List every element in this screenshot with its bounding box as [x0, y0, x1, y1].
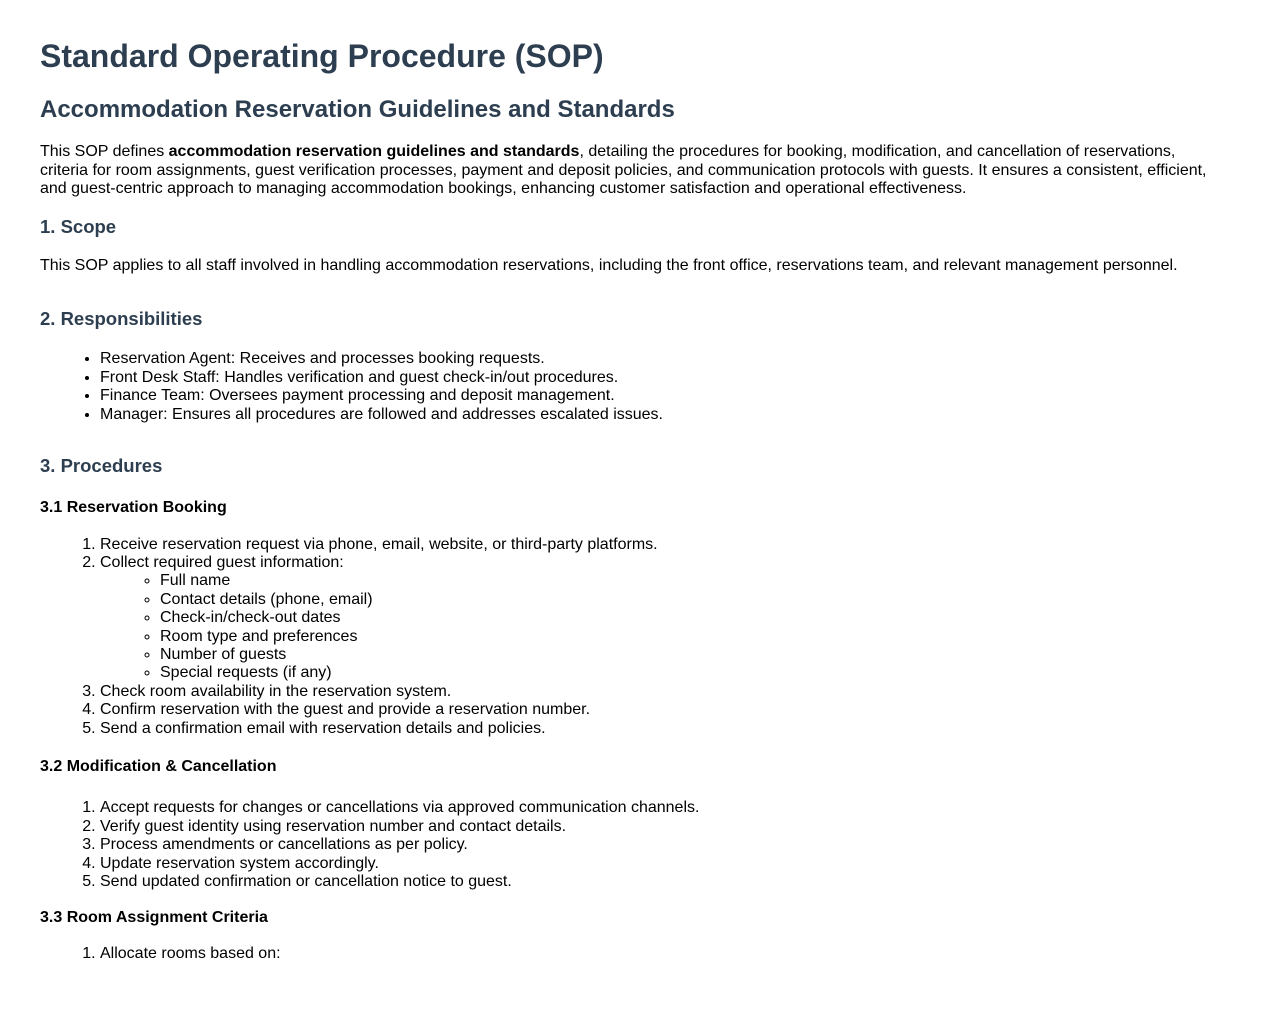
list-item: 5. Send a confirmation email with reservation details and policies.	[100, 720, 1223, 738]
nested-list-item: ◦ Contact details (phone, email)	[160, 591, 1223, 609]
list-item: 2. Verify guest identity using reservation number and contact details.	[100, 818, 1223, 836]
intro-text-suffix: , detailing the procedures for booking, modification, and cancellation of reservations, criteria for room assignments, guest verification processes, payment and deposit policies, and communication protocols with guests. It ensures a consistent, efficient, and guest-centric approach to managing accommodation bookings, enhancing customer satisfaction and operational effectiveness.	[40, 143, 1207, 198]
subsection-heading-reservation-booking: 3.1 Reservation Booking	[40, 499, 227, 517]
intro-text-prefix: This SOP defines	[40, 143, 169, 161]
nested-list-item: ◦ Full name	[160, 572, 1223, 590]
section-heading-procedures: 3. Procedures	[40, 455, 163, 477]
list-item: 3. Process amendments or cancellations as per policy.	[100, 836, 1223, 854]
sop-document-page	[0, 38, 1263, 1010]
nested-list	[100, 572, 1223, 682]
list-item: • Manager: Ensures all procedures are followed and addresses escalated issues.	[100, 406, 1223, 424]
nested-list-item: ◦ Room type and preferences	[160, 628, 1223, 646]
list-item: • Reservation Agent: Receives and processes booking requests.	[100, 350, 1223, 368]
scope-paragraph: This SOP applies to all staff involved in handling accommodation reservations, including the front office, reservations team, and relevant management personnel.	[40, 256, 1178, 274]
page-title: Standard Operating Procedure (SOP)	[40, 38, 604, 74]
nested-list-item: ◦ Number of guests	[160, 646, 1223, 664]
page-subtitle: Accommodation Reservation Guidelines and Standards	[40, 95, 675, 123]
responsibilities-list	[40, 350, 1223, 424]
modification-cancellation-steps	[40, 799, 1223, 891]
list-item: 2. Collect required guest information: ◦ Full name ◦ Contact details (phone, email) ◦ Check-in/check-out dates ◦ Room type and preferences ◦ Number of guests ◦ Special requests (if any)	[100, 554, 1223, 683]
list-item: 1. Receive reservation request via phone, email, website, or third-party platforms.	[100, 536, 1223, 554]
intro-bold-term: accommodation reservation guidelines and standards	[168, 143, 580, 161]
list-item: 4. Confirm reservation with the guest and provide a reservation number.	[100, 701, 1223, 719]
list-item: 4. Update reservation system accordingly.	[100, 855, 1223, 873]
section-heading-responsibilities: 2. Responsibilities	[40, 308, 203, 330]
subsection-heading-room-assignment: 3.3 Room Assignment Criteria	[40, 909, 268, 927]
list-item: 5. Send updated confirmation or cancellation notice to guest.	[100, 873, 1223, 891]
reservation-booking-steps	[40, 536, 1223, 738]
nested-list-item: ◦ Special requests (if any)	[160, 664, 1223, 682]
room-assignment-steps	[40, 945, 1223, 963]
section-heading-scope: 1. Scope	[40, 215, 117, 237]
intro-paragraph	[40, 143, 1223, 198]
list-item: • Front Desk Staff: Handles verification and guest check-in/out procedures.	[100, 369, 1223, 387]
list-item: 3. Check room availability in the reservation system.	[100, 683, 1223, 701]
subsection-heading-modification-cancellation: 3.2 Modification & Cancellation	[40, 758, 277, 775]
nested-list-item: ◦ Check-in/check-out dates	[160, 609, 1223, 627]
list-item: 1. Accept requests for changes or cancellations via approved communication channels.	[100, 799, 1223, 817]
list-item: 1. Allocate rooms based on:	[100, 945, 1223, 963]
list-item: • Finance Team: Oversees payment processing and deposit management.	[100, 387, 1223, 405]
